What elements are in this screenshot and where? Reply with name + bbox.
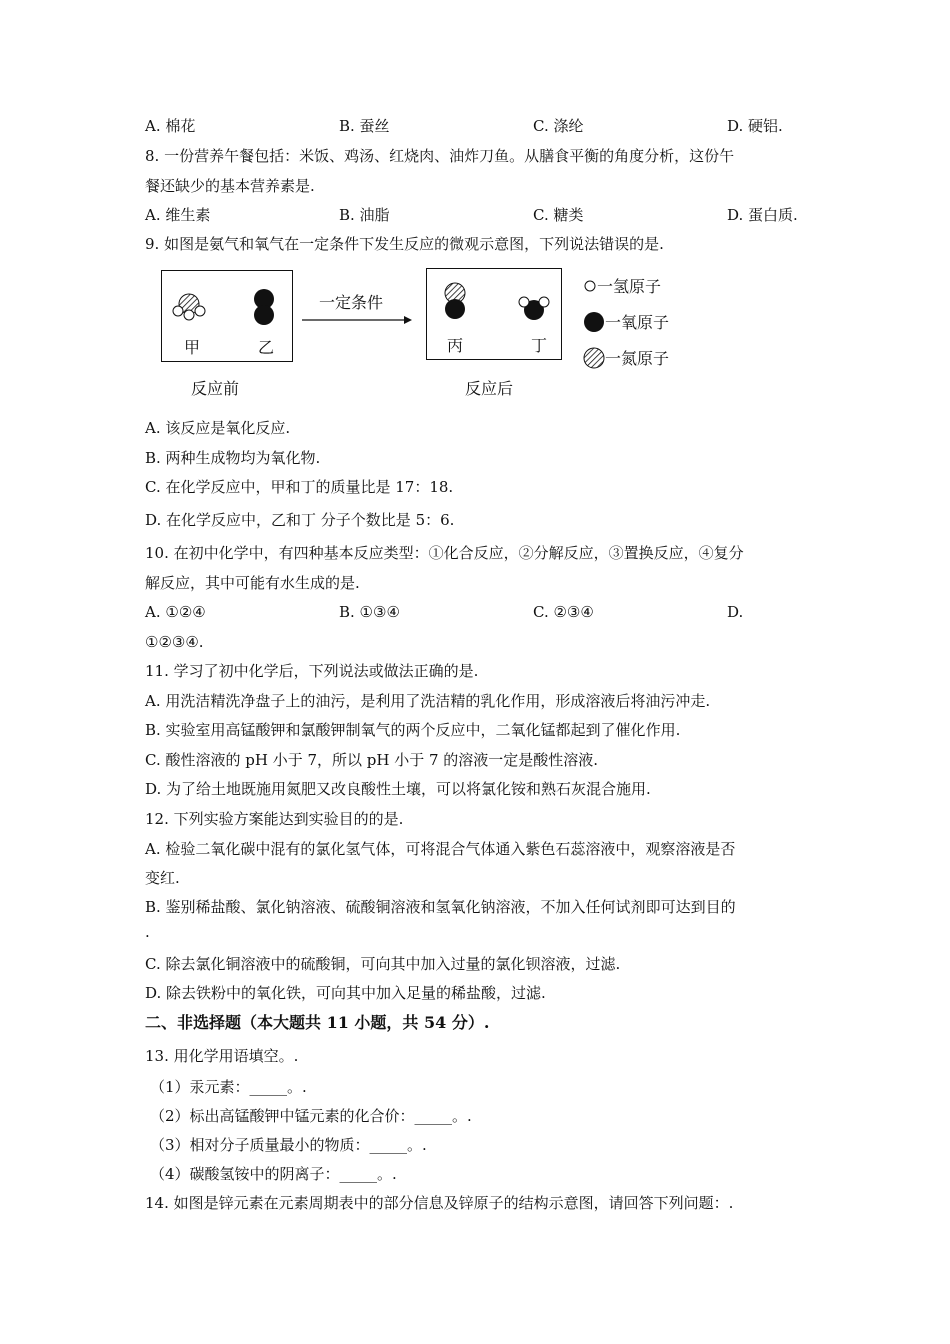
q13-stem: 13. 用化学用语填空。. [145, 1047, 299, 1065]
q7-option-b: B. 蚕丝 [339, 117, 390, 135]
q10-option-d-cont: ①②③④. [145, 633, 204, 651]
q12-option-a-line1: A. 检验二氧化碳中混有的氯化氢气体，可将混合气体通入紫色石蕊溶液中，观察溶液是否 [145, 840, 736, 858]
legend-nitrogen [583, 346, 669, 369]
q11-option-c: C. 酸性溶液的 pH 小于 7，所以 pH 小于 7 的溶液一定是酸性溶液. [145, 751, 599, 769]
q9-option-d: D. 在化学反应中，乙和丁 分子个数比是 5：6. [145, 511, 455, 529]
q8-option-b: B. 油脂 [339, 206, 390, 224]
q10-options [145, 602, 810, 622]
q11-option-b: B. 实验室用高锰酸钾和氯酸钾制氧气的两个反应中，二氧化锰都起到了催化作用. [145, 721, 681, 739]
q9-stem: 9. 如图是氨气和氧气在一定条件下发生反应的微观示意图，下列说法错误的是. [145, 235, 664, 253]
oxygen-atom-icon [583, 311, 605, 333]
legend-hydrogen [583, 274, 661, 297]
legend-nitrogen-label: 一氮原子 [605, 349, 670, 368]
q12-option-c: C. 除去氯化铜溶液中的硫酸铜，可向其中加入过量的氯化钡溶液，过滤. [145, 955, 621, 973]
q9-option-c: C. 在化学反应中，甲和丁的质量比是 17：18. [145, 478, 454, 496]
after-box [426, 268, 562, 360]
q11-option-a: A. 用洗洁精洗净盘子上的油污，是利用了洗洁精的乳化作用，形成溶液后将油污冲走. [145, 692, 711, 710]
legend-oxygen [583, 310, 669, 333]
q10-option-b: B. ①③④ [339, 603, 400, 621]
label-ding: 丁 [531, 336, 548, 355]
q12-option-d: D. 除去铁粉中的氧化铁，可向其中加入足量的稀盐酸，过滤. [145, 984, 546, 1002]
q8-stem-line2: 餐还缺少的基本营养素是. [145, 177, 315, 195]
hydrogen-atom-icon [583, 279, 597, 293]
q8-option-d: D. 蛋白质. [727, 206, 798, 224]
label-before: 反应前 [191, 379, 240, 398]
q10-option-c: C. ②③④ [533, 603, 594, 621]
before-box [161, 270, 293, 362]
q13-item-4: （4）碳酸氢铵中的阴离子：_____。. [150, 1165, 397, 1183]
q8-option-a: A. 维生素 [145, 206, 211, 224]
q12-stem: 12. 下列实验方案能达到实验目的的是. [145, 810, 404, 828]
label-after: 反应后 [465, 379, 514, 398]
q9-option-a: A. 该反应是氧化反应. [145, 419, 291, 437]
arrow-label: 一定条件 [319, 293, 384, 312]
q10-stem-line1: 10. 在初中化学中，有四种基本反应类型：①化合反应，②分解反应，③置换反应，④复分 [145, 544, 744, 562]
q7-options [145, 116, 810, 136]
legend-hydrogen-label: 一氢原子 [597, 277, 662, 296]
label-yi: 乙 [258, 338, 275, 357]
section-heading: 二、非选择题（本大题共 11 小题，共 54 分）. [145, 1013, 490, 1032]
arrow-icon [300, 310, 420, 330]
q7-option-d: D. 硬铝. [727, 117, 783, 135]
q7-option-a: A. 棉花 [145, 117, 196, 135]
q13-item-3: （3）相对分子质量最小的物质：_____。. [150, 1136, 427, 1154]
reaction-diagram [145, 262, 705, 412]
q12-option-a-line2: 变红. [145, 869, 180, 887]
nitrogen-atom-icon [583, 347, 605, 369]
label-jia: 甲 [184, 338, 201, 357]
q13-item-1: （1）汞元素：_____。. [150, 1078, 307, 1096]
q9-option-b: B. 两种生成物均为氧化物. [145, 449, 321, 467]
q10-option-d: D. [727, 603, 744, 621]
q13-item-2: （2）标出高锰酸钾中锰元素的化合价：_____。. [150, 1107, 472, 1125]
q10-stem-line2: 解反应，其中可能有水生成的是. [145, 574, 360, 592]
q8-options [145, 205, 810, 225]
q12-option-b-line1: B. 鉴别稀盐酸、氯化钠溶液、硫酸铜溶液和氢氧化钠溶液，不加入任何试剂即可达到目的 [145, 898, 736, 916]
q11-option-d: D. 为了给土地既施用氮肥又改良酸性土壤，可以将氯化铵和熟石灰混合施用. [145, 780, 651, 798]
q14-stem: 14. 如图是锌元素在元素周期表中的部分信息及锌原子的结构示意图，请回答下列问题：. [145, 1194, 734, 1212]
q8-option-c: C. 糖类 [533, 206, 584, 224]
q8-stem-line1: 8. 一份营养午餐包括：米饭、鸡汤、红烧肉、油炸刀鱼。从膳食平衡的角度分析，这份午 [145, 147, 735, 165]
q12-option-b-line2: . [145, 923, 150, 941]
q7-option-c: C. 涤纶 [533, 117, 584, 135]
q11-stem: 11. 学习了初中化学后，下列说法或做法正确的是. [145, 662, 479, 680]
q10-option-a: A. ①②④ [145, 603, 206, 621]
label-bing: 丙 [447, 336, 464, 355]
legend-oxygen-label: 一氧原子 [605, 313, 670, 332]
